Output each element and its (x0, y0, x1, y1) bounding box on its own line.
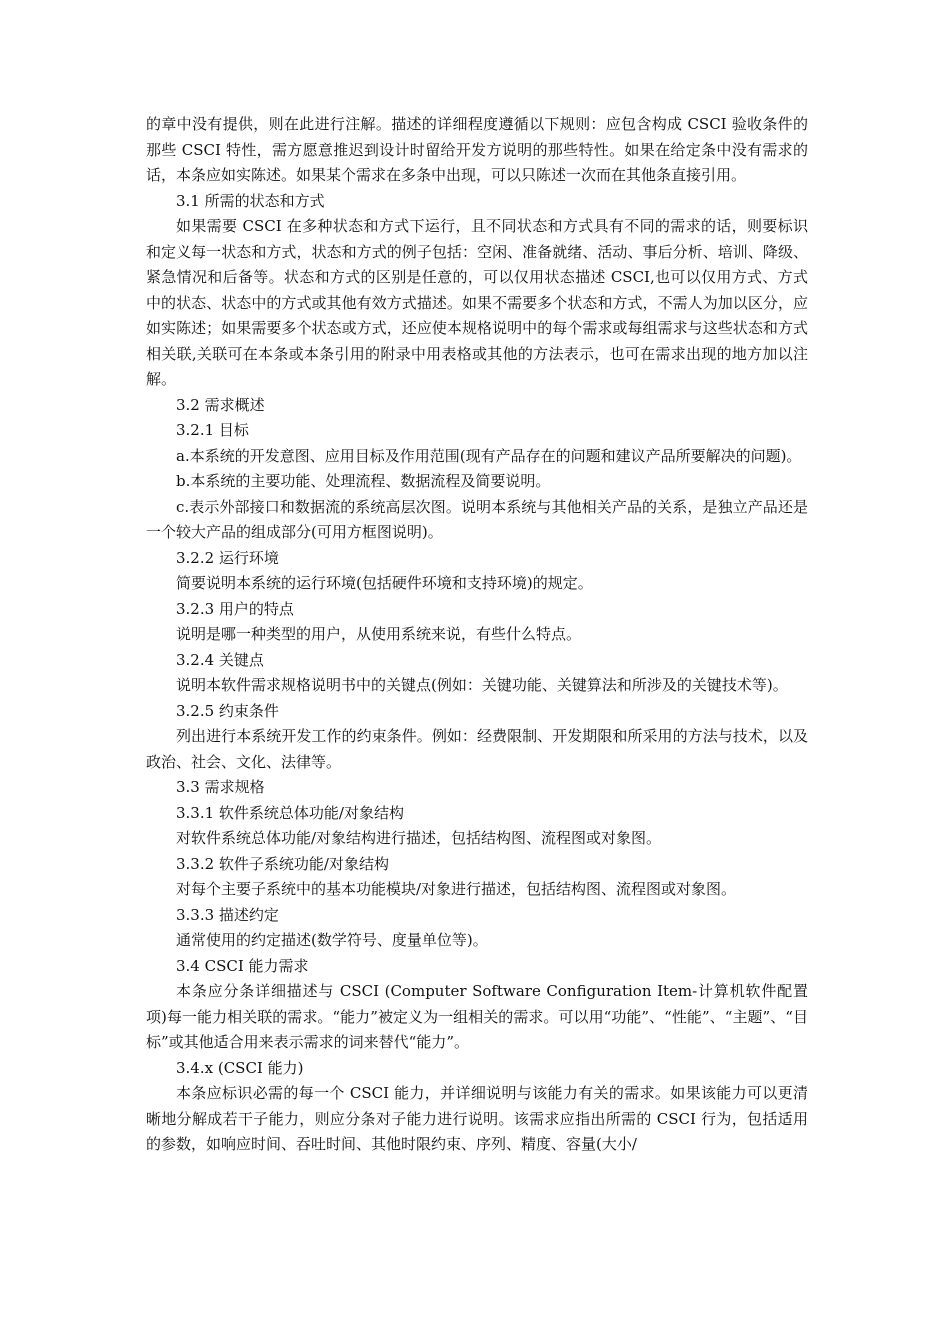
section-heading-3-3-2: 3.3.2 软件子系统功能/对象结构 (176, 854, 389, 873)
user-traits-paragraph: 说明是哪一种类型的用户，从使用系统来说，有些什么特点。 (176, 625, 582, 643)
conventions-paragraph: 通常使用的约定描述(数学符号、度量单位等)。 (176, 931, 488, 949)
section-heading-3-2-3: 3.2.3 用户的特点 (176, 599, 294, 618)
section-heading-3-2-1: 3.2.1 目标 (176, 421, 249, 439)
section-heading-3-2-2: 3.2.2 运行环境 (176, 548, 279, 567)
document-page (146, 112, 808, 1158)
intro-paragraph: 的章中没有提供，则在此进行注解。描述的详细程度遵循以下规则：应包含构成 CSCI 验收条件的那些 CSCI 特性，需方愿意推迟到设计时留给开发方说明的那些特性。如果在给定条中没有需求的话，本条应如实陈述。如果某个需求在多条中出现，可以只陈述一次而在其他条直接引用。 (146, 115, 808, 184)
constraints-paragraph: 列出进行本系统开发工作的约束条件。例如：经费限制、开发期限和所采用的方法与技术，以及政治、社会、文化、法律等。 (146, 727, 808, 771)
section-heading-3-3: 3.3 需求规格 (176, 778, 265, 796)
section-heading-3-3-1: 3.3.1 软件系统总体功能/对象结构 (176, 803, 404, 822)
section-heading-3-3-3: 3.3.3 描述约定 (176, 905, 279, 924)
key-points-paragraph: 说明本软件需求规格说明书中的关键点(例如：关键功能、关键算法和所涉及的关键技术等)。 (176, 676, 788, 694)
states-modes-paragraph: 如果需要 CSCI 在多种状态和方式下运行，且不同状态和方式具有不同的需求的话，则要标识和定义每一状态和方式，状态和方式的例子包括：空闲、准备就绪、活动、事后分析、培训、降级、紧急情况和后备等。状态和方式的区别是任意的，可以仅用状态描述 CSCI,也可以仅用方式、方式中的状态、状态中的方式或其他有效方式描述。如果不需要多个状态和方式，不需人为加以区分，应如实陈述；如果需要多个状态或方式，还应使本规格说明中的每个需求或每组需求与这些状态和方式相关联,关联可在本条或本条引用的附录中用表格或其他的方法表示，也可在需求出现的地方加以注解。 (146, 217, 808, 388)
goal-item-b: b.本系统的主要功能、处理流程、数据流程及简要说明。 (176, 472, 551, 490)
environment-paragraph: 简要说明本系统的运行环境(包括硬件环境和支持环境)的规定。 (176, 574, 593, 592)
section-heading-3-4-x: 3.4.x (CSCI 能力) (176, 1058, 304, 1077)
overall-structure-paragraph: 对软件系统总体功能/对象结构进行描述，包括结构图、流程图或对象图。 (176, 829, 662, 847)
goal-item-a: a.本系统的开发意图、应用目标及作用范围(现有产品存在的问题和建议产品所要解决的问题)。 (176, 446, 802, 465)
section-heading-3-2-5: 3.2.5 约束条件 (176, 701, 279, 720)
subsystem-structure-paragraph: 对每个主要子系统中的基本功能模块/对象进行描述，包括结构图、流程图或对象图。 (176, 880, 737, 898)
section-heading-3-4: 3.4 CSCI 能力需求 (176, 956, 309, 975)
goal-item-c: c.表示外部接口和数据流的系统高层次图。说明本系统与其他相关产品的关系，是独立产品还是一个较大产品的组成部分(可用方框图说明)。 (146, 497, 808, 541)
capability-detail-paragraph: 本条应标识必需的每一个 CSCI 能力，并详细说明与该能力有关的需求。如果该能力可以更清晰地分解成若干子能力，则应分条对子能力进行说明。该需求应指出所需的 CSCI 行为，包括适用的参数，如响应时间、吞吐时间、其他时限约束、序列、精度、容量(大小/ (146, 1084, 808, 1153)
capability-requirements-paragraph: 本条应分条详细描述与 CSCI (Computer Software Configuration Item-计算机软件配置项)每一能力相关联的需求。“能力”被定义为一组相关的需求。可以用“功能”、“性能”、“主题”、“目标”或其他适合用来表示需求的词来替代“能力”。 (146, 982, 808, 1051)
section-heading-3-2-4: 3.2.4 关键点 (176, 650, 264, 669)
section-heading-3-1: 3.1 所需的状态和方式 (176, 191, 325, 210)
section-heading-3-2: 3.2 需求概述 (176, 395, 265, 414)
